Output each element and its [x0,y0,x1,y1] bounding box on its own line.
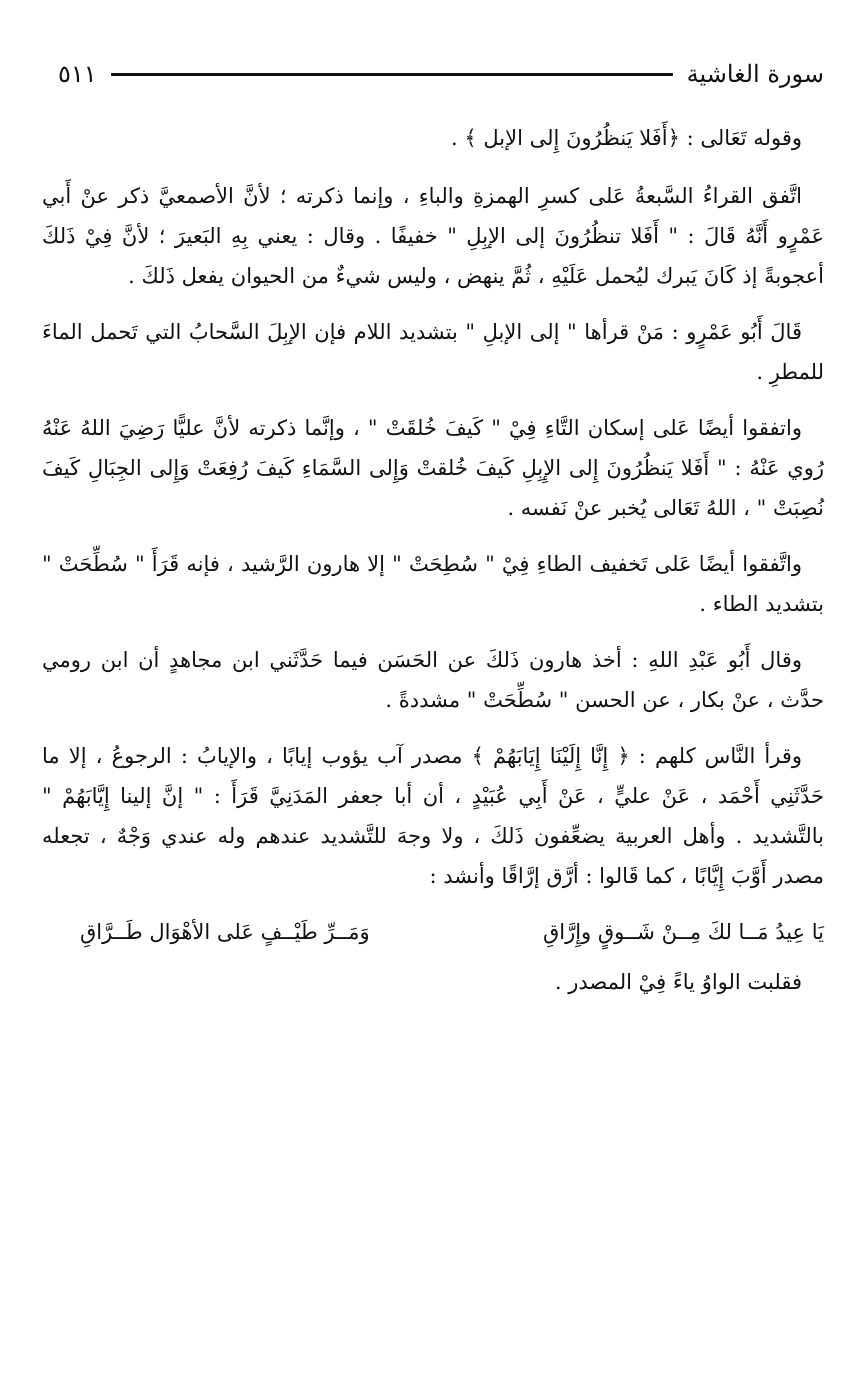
verse-second-hemistich: وَمَــرِّ طَيْــفٍ عَلى الأهْوَال طَــرَّاقِ [80,920,370,944]
paragraph: واتَّفقوا أيضًا عَلى تَخفيف الطاءِ فِيْ " سُطِحَتْ " إلا هارون الرَّشيد ، فإنه قَرَأَ " سُطِّحَتْ " بتشديد الطاء . [42,552,824,616]
verse-first-hemistich: يَا عِيدُ مَــا لكَ مِــنْ شَــوقٍ وإِرَّاقِ [542,920,824,944]
paragraph: وقال أَبُو عَبْدِ اللهِ : أخذ هارون ذَلكَ عن الحَسَن فيما حَدَّثَني ابن مجاهدٍ أن ابن رومي حدَّث ، عنْ بكار ، عن الحسن " سُطِّحَتْ " مشددةً . [42,648,824,712]
paragraph: وقوله تَعَالى : ﴿أَفَلا يَنظُرُونَ إِلى الإبل ﴾ . [451,126,802,150]
paragraph: قَالَ أَبُو عَمْرٍو : مَنْ قرأها " إلى الإبلِ " بتشديد اللام فإن الإبِلَ السَّحابُ التي تَحمل الماءَ للمطرِ . [42,320,824,384]
header-rule [111,73,673,76]
page-body [42,118,824,1018]
paragraph: واتفقوا أيضًا عَلى إسكان التَّاءِ فِيْ " كَيفَ خُلقَتْ " ، وإنَّما ذكرته لأنَّ عليًّا رَضِيَ اللهُ عَنْهُ رُوي عَنْهُ : " أَفَلا يَنظُرُونَ إِلى الإِبِلِ كَيفَ خُلقتْ وَإِلى السَّمَاءِ كَيفَ رُفِعَتْ وَإِلى الجِبَالِ كَيفَ نُصِبَتْ " ، اللهُ تَعَالى يُخبر عنْ نَفسه . [42,416,824,520]
paragraph: اتَّفق القراءُ السَّبعةُ عَلى كسرِ الهمزةِ والباءِ ، وإنما ذكرته ؛ لأنَّ الأصمعيَّ ذكر عنْ أَبي عَمْرٍو أَنَّهُ قَالَ : " أَفَلا تنظُرُونَ إلى الإبِلِ " خفيفًا . وقال : يعني بِهِ البَعيرَ ؛ لأنَّ فِيْ ذَلكَ أعجوبةً إذ كَانَ يَبرك ليُحمل عَلَيْهِ ، ثُمَّ ينهض ، وليس شيءٌ من الحيوان يفعل ذَلكَ . [42,184,824,288]
page-header [58,52,824,96]
surah-title: سورة الغاشية [686,60,824,88]
closing-paragraph: فقلبت الواوُ ياءً فِيْ المصدر . [554,970,802,994]
poetry-verse [42,912,824,952]
paragraph: وقرأ النَّاس كلهم : ﴿ إِنَّا إِلَيْنَا إِيَابَهُمْ ﴾ مصدر آب يؤوب إيابًا ، والإيابُ : الرجوعُ ، إلا ما حَدَّثَنِي أَحْمَد ، عَنْ عليٍّ ، عَنْ أَبِي عُبَيْدٍ ، أن أبا جعفر المَدَنِيَّ قَرَأَ : " إنَّ إلينا إِيَّابَهُمْ " بالتَّشديد . وأهل العربية يضعِّفون ذَلكَ ، ولا وجهَ للتَّشديد عندهم وله عندي وَجْهٌ ، تجعله مصدر أَوَّبَ إِيَّابًا ، كما قَالوا : أرَّق إرَّاقًا وأنشد : [42,744,824,888]
page-number: ٥١١ [58,60,97,88]
